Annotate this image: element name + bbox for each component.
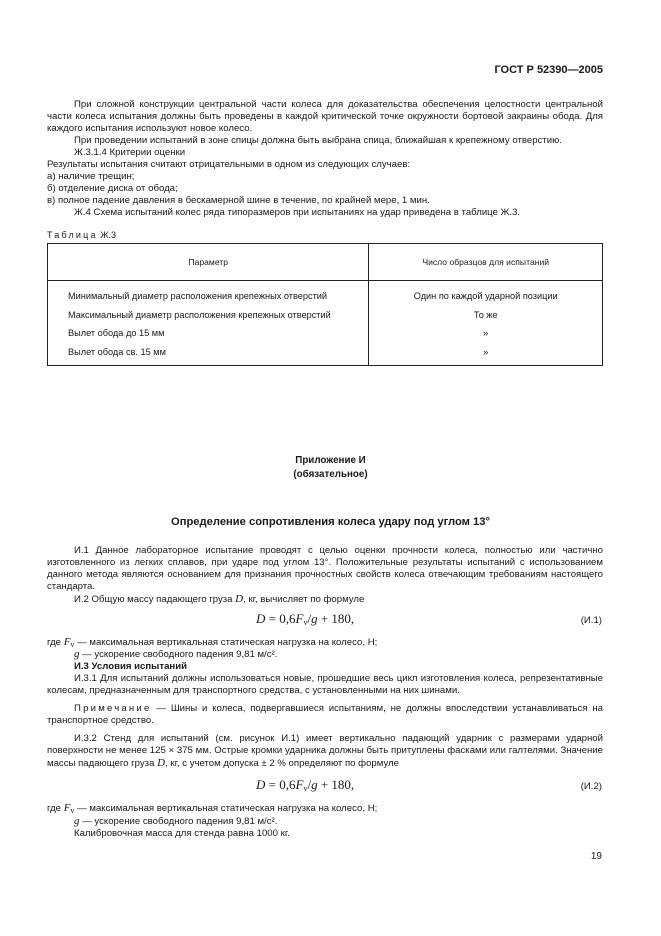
samples-table (47, 243, 603, 366)
section-i3-heading: И.3 Условия испытаний (74, 661, 187, 672)
table-caption-number: Ж.3 (100, 230, 117, 240)
var-g: g (74, 815, 80, 827)
page-number: 19 (590, 851, 602, 862)
formula-2-where-g (74, 815, 277, 828)
paragraph-spoke-zone: При проведении испытаний в зоне спицы должна быть выбрана спица, ближайшая к крепежному отверстию. (74, 135, 562, 146)
formula-var-d: D (256, 777, 266, 792)
paragraph-i2-text: И.2 Общую массу падающего груза (74, 594, 233, 605)
note-paragraph (47, 703, 603, 727)
criteria-item-c: в) полное падение давления в бескамерной шине в течение, по крайней мере, 1 мин. (47, 195, 430, 206)
paragraph-i31: И.3.1 Для испытаний должны использоваться новые, прошедшие весь цикл изготовления колеса, репрезентативные колесам, предназначенным для транспортного средства, с установленными на них шинами. (47, 673, 603, 696)
criteria-intro: Результаты испытания считают отрицательными в одном из следующих случаев: (47, 159, 411, 170)
table-cell-parameter: Максимальный диаметр расположения крепежных отверстий (48, 306, 369, 325)
formula-2-number: (И.2) (580, 781, 602, 792)
formula-1-where-g (74, 648, 277, 661)
paragraph-i32-tail: , кг, с учетом допуска ± 2 % определяют по формуле (165, 758, 399, 769)
formula-tail: + 180, (317, 611, 355, 626)
formula-var-d: D (256, 611, 266, 626)
note-label: Примечание (74, 703, 152, 714)
formula-var-f: F (295, 611, 304, 626)
table-header-parameter: Параметр (48, 244, 369, 281)
table-cell-parameter: Минимальный диаметр расположения крепежных отверстий (48, 281, 369, 306)
calibration-text: Калибровочная масса для стенда равна 1000 кг. (74, 828, 290, 839)
where-label: где (47, 637, 62, 648)
table-caption-word: Таблица (47, 230, 98, 240)
formula-sub-v: v (303, 784, 308, 793)
paragraph-i2 (74, 593, 364, 606)
fv-description: — максимальная вертикальная статическая нагрузка на колесо, Н; (74, 637, 378, 648)
formula-1-number: (И.1) (580, 615, 602, 626)
var-f-sub: v (70, 640, 75, 649)
table-cell-count: То же (369, 306, 603, 325)
where-label: где (47, 803, 62, 814)
formula-2 (256, 777, 354, 793)
fv-description: — максимальная вертикальная статическая нагрузка на колесо, Н; (74, 803, 378, 814)
paragraph-i1: И.1 Данное лабораторное испытание проводят с целью оценки прочности колеса, полностью или частично изготовленного из легких сплавов, при ударе под углом 13°. Положительные результаты испытаний с использованием данного метода являются основанием для признания прочностных свойств колеса отвечающим требованиям настоящего стандарта. (47, 545, 603, 592)
formula-div: / (307, 611, 312, 626)
paragraph-i2-tail: , кг, вычисляет по формуле (243, 594, 365, 605)
table-cell-count: » (369, 324, 603, 343)
var-f: F (63, 636, 71, 648)
document-id: ГОСТ Р 52390—2005 (494, 64, 603, 76)
table-cell-count: Один по каждой ударной позиции (369, 281, 603, 306)
table-row (48, 324, 603, 343)
table-cell-count: » (369, 343, 603, 366)
g-description: — ускорение свободного падения 9,81 м/с². (79, 649, 278, 660)
var-d: D (157, 757, 166, 769)
paragraph-j4: Ж.4 Схема испытаний колес ряда типоразмеров при испытаниях на удар приведена в таблице Ж.3. (74, 207, 521, 218)
table-cell-parameter: Вылет обода св. 15 мм (48, 343, 369, 366)
table-cell-parameter: Вылет обода до 15 мм (48, 324, 369, 343)
formula-tail: + 180, (317, 777, 355, 792)
formula-1 (256, 611, 354, 627)
var-f: F (63, 802, 71, 814)
table-caption (47, 229, 116, 241)
table-header-row (48, 244, 603, 281)
formula-div: / (307, 777, 312, 792)
criteria-heading: Ж.3.1.4 Критерии оценки (74, 147, 186, 158)
appendix-status: (обязательное) (293, 469, 368, 480)
var-d: D (235, 593, 244, 605)
g-description: — ускорение свободного падения 9,81 м/с². (79, 816, 278, 827)
paragraph-wheel-structure: При сложной конструкции центральной части колеса для доказательства обеспечения целостности центральной части колеса испытания должны быть проведены в каждой критической точке окружности бортовой закраины обода. Для каждого испытания используют новое колесо. (47, 99, 603, 134)
criteria-item-b: б) отделение диска от обода; (47, 183, 178, 194)
table-row (48, 306, 603, 325)
formula-eq: = 0,6 (265, 777, 296, 792)
formula-eq: = 0,6 (265, 611, 296, 626)
formula-var-g: g (311, 777, 318, 792)
table-row (48, 281, 603, 306)
formula-var-g: g (311, 611, 318, 626)
var-f-sub: v (70, 806, 75, 815)
criteria-item-a: а) наличие трещин; (47, 171, 135, 182)
formula-sub-v: v (303, 618, 308, 627)
table-header-sample-count: Число образцов для испытаний (369, 244, 603, 281)
var-g: g (74, 648, 80, 660)
table-row (48, 343, 603, 366)
formula-var-f: F (295, 777, 304, 792)
paragraph-i32 (47, 733, 603, 770)
paragraph-i32-text: И.3.2 Стенд для испытаний (см. рисунок И.1) имеет вертикально падающий ударник с размерами ударной поверхности не менее 125 × 375 мм. Острые кромки ударника должны быть притуплены фасками или галтелями. Значение массы падающего груза (47, 733, 603, 769)
appendix-title: Приложение И (295, 455, 366, 466)
note-text: — Шины и колеса, подвергавшиеся испытаниям, не должны впоследствии устанавливаться на транспортное средство. (47, 703, 603, 726)
appendix-heading: Определение сопротивления колеса удару под углом 13° (171, 516, 490, 528)
